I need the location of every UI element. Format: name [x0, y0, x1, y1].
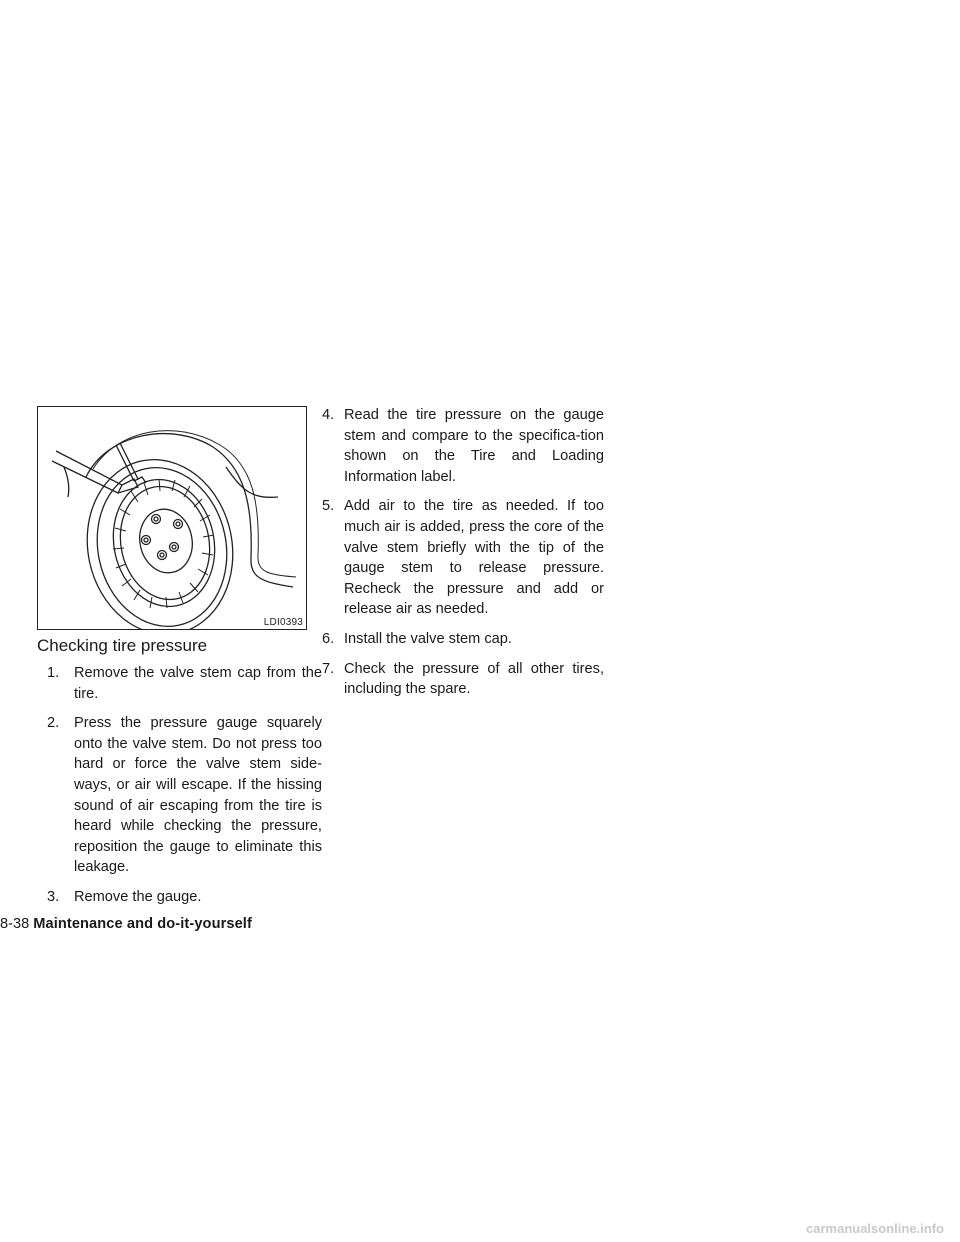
step-text: Read the tire pressure on the gauge stem and compare to the specifica-tion shown on the Tire and Loading Information label.: [344, 407, 604, 485]
list-item: [30, 887, 322, 908]
step-number: 7.: [322, 660, 335, 677]
step-text: Remove the gauge.: [74, 888, 202, 905]
figure-code: LDI0393: [263, 617, 303, 628]
list-item: [322, 659, 604, 700]
page-number: 8-38: [0, 916, 30, 932]
step-text: Check the pressure of all other tires, including the spare.: [344, 660, 604, 698]
list-item: [322, 496, 604, 620]
step-number: 1.: [47, 665, 60, 681]
tire-illustration: [37, 406, 307, 630]
step-number: 5.: [322, 498, 335, 515]
steps-right-column: [322, 405, 604, 709]
step-number: 6.: [322, 630, 335, 647]
step-number: 4.: [322, 407, 335, 423]
section-heading: Checking tire pressure: [37, 636, 208, 655]
list-item: [30, 663, 322, 704]
tire-pressure-gauge-illustration: [38, 407, 307, 630]
step-number: 3.: [47, 888, 60, 905]
step-text: Remove the valve stem cap from the tire.: [74, 665, 322, 702]
step-text: Press the pressure gauge squarely onto the valve stem. Do not press too hard or force the valve stem side-ways, or air will escape. If the hissing sound of air escaping from the tire is heard while checking the pressure, reposition the gauge to eliminate this leakage.: [74, 715, 322, 876]
steps-left-column: [30, 663, 322, 917]
list-item: [322, 629, 604, 650]
page-footer: [0, 916, 252, 932]
step-number: 2.: [47, 715, 60, 732]
list-item: [30, 713, 322, 878]
step-text: Install the valve stem cap.: [344, 630, 512, 647]
list-item: [322, 405, 604, 487]
watermark: carmanualsonline.info: [806, 1221, 944, 1236]
step-text: Add air to the tire as needed. If too much air is added, press the core of the valve stem briefly with the tip of the gauge stem to release pressure. Recheck the pressure and add or release air as needed.: [344, 498, 604, 618]
section-title: Maintenance and do-it-yourself: [33, 916, 252, 932]
